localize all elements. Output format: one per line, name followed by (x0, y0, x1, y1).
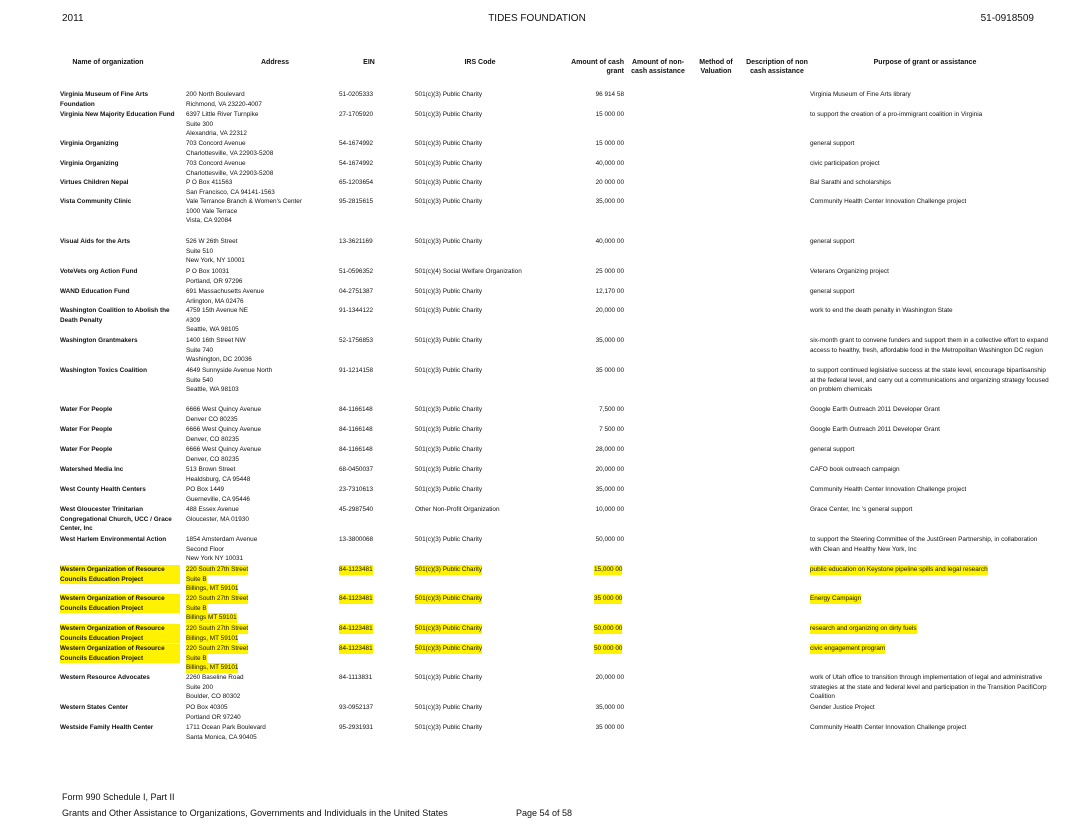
address-line: P O Box 411563 (186, 179, 233, 186)
org-ein: 84-1123481 (339, 595, 373, 602)
header-ein: 51-0918509 (980, 13, 1034, 24)
org-name: Western States Center (60, 704, 129, 711)
grant-purpose: work of Utah office to transition through implementation of legal and administrative strategies at the state and federal level and participation in the Transition PacifiCorp Coalition (810, 674, 1047, 701)
org-name: Westside Family Health Center (60, 724, 154, 731)
cash-grant-amount: 15,000 00 (594, 566, 623, 573)
org-irs-code: 501(c)(4) Social Welfare Organization (415, 268, 522, 275)
cash-grant-amount: 20,000 00 (595, 307, 624, 314)
cash-grant-amount: 15 000 00 (595, 111, 624, 118)
address-line: Denver CO 80235 (186, 415, 238, 423)
org-ein: 84-1166148 (339, 406, 373, 413)
org-irs-code: 501(c)(3) Public Charity (415, 426, 483, 433)
org-irs-code: 501(c)(3) Public Charity (415, 111, 483, 118)
cash-grant-amount: 35 000 00 (595, 724, 624, 731)
org-name: Western Organization of Resource Councils Education Project (60, 644, 180, 663)
address-line: New York, NY 10001 (186, 257, 245, 265)
grant-purpose: Google Earth Outreach 2011 Developer Grant (810, 406, 940, 413)
grant-purpose: Community Health Center Innovation Challenge project (810, 724, 967, 731)
org-address (186, 565, 316, 594)
grant-purpose: general support (810, 446, 855, 453)
org-ein: 84-1123481 (339, 625, 373, 632)
address-line: 6397 Little River Turnpike (186, 111, 259, 118)
column-header-cash-grant: Amount of cash grant (571, 59, 624, 75)
footer-form: Form 990 Schedule I, Part II (62, 792, 175, 802)
address-line: Gloucester, MA 01930 (186, 515, 249, 523)
grant-purpose: Community Health Center Innovation Challenge project (810, 486, 967, 493)
org-ein: 65-1203654 (339, 179, 374, 186)
org-name: Washington Toxics Coalition (60, 367, 147, 374)
address-line: 703 Concord Avenue (186, 140, 246, 147)
cash-grant-amount: 10,000 00 (595, 506, 624, 513)
org-irs-code: 501(c)(3) Public Charity (415, 595, 483, 602)
grant-purpose: Bal Sarathi and scholarships (810, 179, 891, 186)
org-ein: 84-1123481 (339, 645, 373, 652)
grant-purpose: Virginia Museum of Fine Arts library (810, 91, 911, 98)
org-ein: 52-1756853 (339, 337, 374, 344)
org-address (186, 644, 316, 673)
org-ein: 95-2815615 (339, 198, 374, 205)
address-line: Second Floor (186, 545, 225, 553)
org-ein: 54-1674992 (339, 140, 374, 147)
org-ein: 93-0952137 (339, 704, 374, 711)
cash-grant-amount: 50,000 00 (595, 536, 624, 543)
org-name: West County Health Centers (60, 486, 146, 493)
org-address (186, 287, 316, 306)
address-line: 703 Concord Avenue (186, 160, 246, 167)
org-irs-code: 501(c)(3) Public Charity (415, 566, 483, 573)
footer-page-number: Page 54 of 58 (516, 808, 573, 818)
address-line: PO Box 1449 (186, 486, 225, 493)
grant-purpose: public education on Keystone pipeline spills and legal research (810, 566, 988, 573)
cash-grant-amount: 50,000 00 (594, 625, 623, 632)
org-name: Virginia New Majority Education Fund (60, 111, 175, 118)
address-line: Portland, OR 97296 (186, 277, 243, 285)
address-line: Suite 200 (186, 683, 214, 691)
column-header-name: Name of organization (72, 59, 144, 66)
grant-purpose: general support (810, 238, 855, 245)
address-line: Billings, MT 59101 (186, 634, 239, 642)
org-irs-code: 501(c)(3) Public Charity (415, 625, 483, 632)
cash-grant-amount: 25 000 00 (595, 268, 624, 275)
org-name: Virginia Organizing (60, 160, 119, 167)
column-header-purpose: Purpose of grant or assistance (873, 59, 977, 66)
column-header-description: Description of non cash assistance (746, 59, 808, 75)
grant-purpose: CAFO book outreach campaign (810, 466, 900, 473)
org-ein: 84-1113831 (339, 674, 373, 681)
cash-grant-amount: 35,000 00 (595, 704, 624, 711)
address-line: Billings MT 59101 (186, 614, 237, 622)
org-ein: 84-1166148 (339, 426, 373, 433)
org-name: Western Resource Advocates (60, 674, 150, 681)
address-line: 6666 West Quincy Avenue (186, 446, 262, 453)
address-line: Billings, MT 59101 (186, 585, 239, 593)
org-irs-code: 501(c)(3) Public Charity (415, 307, 483, 314)
cash-grant-amount: 15 000 00 (595, 140, 624, 147)
grant-purpose: six-month grant to convene funders and support them in a collective effort to expand access to healthy, fresh, affordable food in the Metropolitan Washington DC region (810, 337, 1048, 354)
org-ein: 68-0450037 (339, 466, 374, 473)
org-irs-code: 501(c)(3) Public Charity (415, 140, 483, 147)
org-name: Virtues Children Nepal (60, 179, 129, 186)
address-line: Suite B (186, 604, 207, 612)
address-line: Charlottesville, VA 22903-5208 (186, 149, 274, 157)
address-line: #309 (186, 316, 201, 324)
org-name: Water For People (60, 446, 113, 453)
org-ein: 23-7310613 (339, 486, 374, 493)
org-name: West Harlem Environmental Action (60, 536, 167, 543)
address-line: Suite 300 (186, 120, 214, 128)
address-line: 526 W 26th Street (186, 238, 238, 245)
org-ein: 27-1705920 (339, 111, 374, 118)
org-irs-code: 501(c)(3) Public Charity (415, 198, 483, 205)
org-ein: 13-3621169 (339, 238, 373, 245)
org-name: Vista Community Clinic (60, 198, 132, 205)
org-irs-code: 501(c)(3) Public Charity (415, 724, 483, 731)
address-line: Guerneville, CA 95446 (186, 495, 250, 503)
org-irs-code: 501(c)(3) Public Charity (415, 91, 483, 98)
cash-grant-amount: 35,000 00 (595, 198, 624, 205)
org-address (186, 197, 316, 226)
grant-purpose: Energy Campaign (810, 595, 862, 602)
address-line: Washington, DC 20036 (186, 356, 252, 364)
address-line: Billings, MT 59101 (186, 664, 239, 672)
address-line: Santa Monica, CA 90405 (186, 733, 257, 741)
cash-grant-amount: 20 000 00 (595, 179, 624, 186)
org-address (186, 535, 316, 564)
grant-purpose: Veterans Organizing project (810, 268, 889, 275)
header-title: TIDES FOUNDATION (488, 13, 586, 24)
org-address (186, 306, 316, 335)
org-address (186, 703, 316, 722)
org-ein: 51-0596352 (339, 268, 374, 275)
org-address (186, 505, 316, 524)
address-line: 2260 Baseline Road (186, 674, 244, 681)
org-ein: 84-1166148 (339, 446, 373, 453)
address-line: Charlottesville, VA 22903-5208 (186, 169, 274, 177)
grant-purpose: general support (810, 140, 855, 147)
cash-grant-amount: 40,000 00 (595, 160, 624, 167)
address-line: 1000 Vale Terrace (186, 207, 238, 215)
column-header-irs-code: IRS Code (464, 59, 496, 66)
org-name: Virginia Museum of Fine Arts Foundation (60, 91, 149, 108)
org-ein: 91-1214158 (339, 367, 374, 374)
cash-grant-amount: 12,170 00 (595, 288, 624, 295)
org-irs-code: 501(c)(3) Public Charity (415, 645, 483, 652)
org-ein: 84-1123481 (339, 566, 373, 573)
org-name: Western Organization of Resource Councils Education Project (60, 565, 180, 584)
grant-purpose: civic engagement program (810, 645, 886, 652)
address-line: 220 South 27th Street (186, 625, 249, 632)
address-line: Vale Terrance Branch & Women's Center (186, 198, 302, 205)
org-address (186, 445, 316, 464)
org-name: Washington Grantmakers (60, 337, 138, 344)
cash-grant-amount: 40,000 00 (595, 238, 624, 245)
org-ein: 95-2931931 (339, 724, 374, 731)
org-address (186, 405, 316, 424)
address-line: 220 South 27th Street (186, 645, 249, 652)
address-line: Boulder, CO 80302 (186, 693, 241, 701)
address-line: 4649 Sunnyside Avenue North (186, 367, 273, 374)
org-irs-code: 501(c)(3) Public Charity (415, 486, 483, 493)
org-irs-code: 501(c)(3) Public Charity (415, 466, 483, 473)
org-name: Water For People (60, 406, 113, 413)
org-address (186, 594, 316, 623)
cash-grant-amount: 20,000 00 (595, 466, 624, 473)
org-irs-code: 501(c)(3) Public Charity (415, 367, 483, 374)
grant-purpose: to support the Steering Committee of the JustGreen Partnership, in collaboration with Clean and Healthy New York, Inc (810, 536, 1038, 553)
org-address (186, 425, 316, 444)
org-name: Western Organization of Resource Councils Education Project (60, 624, 180, 643)
org-address (186, 237, 316, 266)
cash-grant-amount: 35 000 00 (594, 595, 623, 602)
org-address (186, 178, 316, 197)
org-irs-code: Other Non-Profit Organization (415, 506, 500, 513)
org-address (186, 624, 316, 643)
org-ein: 91-1344122 (339, 307, 374, 314)
org-irs-code: 501(c)(3) Public Charity (415, 238, 483, 245)
cash-grant-amount: 50 000 00 (594, 645, 623, 652)
org-ein: 04-2751387 (339, 288, 374, 295)
org-name: Watershed Media Inc (60, 466, 124, 473)
grant-purpose: Community Health Center Innovation Challenge project (810, 198, 967, 205)
address-line: 220 South 27th Street (186, 595, 249, 602)
address-line: Richmond, VA 23220-4007 (186, 100, 262, 108)
cash-grant-amount: 20,000 00 (595, 674, 624, 681)
address-line: Portland OR 97240 (186, 713, 241, 721)
org-irs-code: 501(c)(3) Public Charity (415, 446, 483, 453)
org-name: Washington Coalition to Abolish the Death Penalty (60, 307, 170, 324)
org-irs-code: 501(c)(3) Public Charity (415, 674, 483, 681)
org-address (186, 159, 316, 178)
grant-purpose: general support (810, 288, 855, 295)
org-address (186, 90, 316, 109)
address-line: 4759 15th Avenue NE (186, 307, 249, 314)
org-ein: 51-0205333 (339, 91, 374, 98)
address-line: Suite 540 (186, 376, 214, 384)
address-line: San Francisco, CA 94141-1563 (186, 188, 275, 196)
org-address (186, 336, 316, 365)
address-line: Denver, CO 80235 (186, 455, 239, 463)
grant-purpose: to support the creation of a pro-immigrant coalition in Virginia (810, 111, 983, 118)
column-header-noncash: Amount of non-cash assistance (631, 59, 685, 75)
address-line: Suite B (186, 654, 207, 662)
org-address (186, 723, 316, 742)
address-line: 488 Essex Avenue (186, 506, 239, 513)
column-header-ein: EIN (363, 59, 375, 66)
address-line: 691 Massachusetts Avenue (186, 288, 265, 295)
org-ein: 54-1674992 (339, 160, 374, 167)
cash-grant-amount: 28,000 00 (595, 446, 624, 453)
address-line: 220 South 27th Street (186, 566, 249, 573)
address-line: 6666 West Quincy Avenue (186, 406, 262, 413)
org-name: Virginia Organizing (60, 140, 119, 147)
org-ein: 13-3800068 (339, 536, 374, 543)
address-line: PO Box 40305 (186, 704, 228, 711)
org-irs-code: 501(c)(3) Public Charity (415, 160, 483, 167)
address-line: Suite B (186, 575, 207, 583)
grant-purpose: Gender Justice Project (810, 704, 875, 711)
address-line: 1854 Amsterdam Avenue (186, 536, 258, 543)
column-header-address: Address (260, 59, 289, 66)
address-line: P O Box 10031 (186, 268, 230, 275)
org-address (186, 485, 316, 504)
org-ein: 45-2987540 (339, 506, 374, 513)
org-irs-code: 501(c)(3) Public Charity (415, 704, 483, 711)
cash-grant-amount: 35,000 00 (595, 337, 624, 344)
org-irs-code: 501(c)(3) Public Charity (415, 337, 483, 344)
address-line: Vista, CA 92084 (186, 217, 232, 225)
grant-purpose: civic participation project (810, 160, 880, 167)
org-name: VoteVets org Action Fund (60, 268, 138, 275)
org-address (186, 366, 316, 395)
grant-purpose: Grace Center, Inc 's general support (810, 506, 913, 513)
org-name: WAND Education Fund (60, 288, 130, 295)
cash-grant-amount: 7,500 00 (599, 406, 624, 413)
org-address (186, 465, 316, 484)
org-address (186, 110, 316, 139)
address-line: Alexandria, VA 22312 (186, 130, 247, 138)
grant-purpose: research and organizing on dirty fuels (810, 625, 917, 632)
address-line: Arlington, MA 02476 (186, 297, 244, 305)
address-line: New York NY 10031 (186, 555, 244, 563)
address-line: Suite 740 (186, 346, 214, 354)
grant-purpose: to support continued legislative success at the state level, encourage bipartisanship at the federal level, and carry out a communications and organizing strategy focused on problem chemicals (810, 367, 1049, 394)
address-line: Suite 510 (186, 247, 214, 255)
address-line: 1711 Ocean Park Boulevard (186, 724, 266, 731)
cash-grant-amount: 96 914 58 (595, 91, 624, 98)
grant-purpose: work to end the death penalty in Washington State (810, 307, 953, 314)
cash-grant-amount: 35,000 00 (595, 486, 624, 493)
org-name: West Gloucester Trinitarian Congregational Church, UCC / Grace Center, Inc (60, 506, 172, 533)
address-line: 6666 West Quincy Avenue (186, 426, 262, 433)
grant-purpose: Google Earth Outreach 2011 Developer Grant (810, 426, 940, 433)
cash-grant-amount: 7 500 00 (599, 426, 624, 433)
org-irs-code: 501(c)(3) Public Charity (415, 179, 483, 186)
cash-grant-amount: 35 000 00 (595, 367, 624, 374)
footer-description: Grants and Other Assistance to Organizations, Governments and Individuals in the United States (62, 808, 448, 818)
org-name: Western Organization of Resource Councils Education Project (60, 594, 180, 613)
address-line: Healdsburg, CA 95448 (186, 475, 251, 483)
org-name: Water For People (60, 426, 113, 433)
address-line: Seattle, WA 98105 (186, 326, 239, 334)
org-address (186, 139, 316, 158)
header-year: 2011 (62, 13, 84, 24)
org-address (186, 673, 316, 702)
org-name: Visual Aids for the Arts (60, 238, 131, 245)
address-line: 513 Brown Street (186, 466, 236, 473)
address-line: 200 North Boulevard (186, 91, 245, 98)
org-irs-code: 501(c)(3) Public Charity (415, 406, 483, 413)
address-line: 1400 16th Street NW (186, 337, 246, 344)
org-irs-code: 501(c)(3) Public Charity (415, 536, 483, 543)
address-line: Seattle, WA 98103 (186, 386, 239, 394)
address-line: Denver, CO 80235 (186, 435, 239, 443)
org-irs-code: 501(c)(3) Public Charity (415, 288, 483, 295)
org-address (186, 267, 316, 286)
column-header-method: Method of Valuation (699, 59, 733, 75)
